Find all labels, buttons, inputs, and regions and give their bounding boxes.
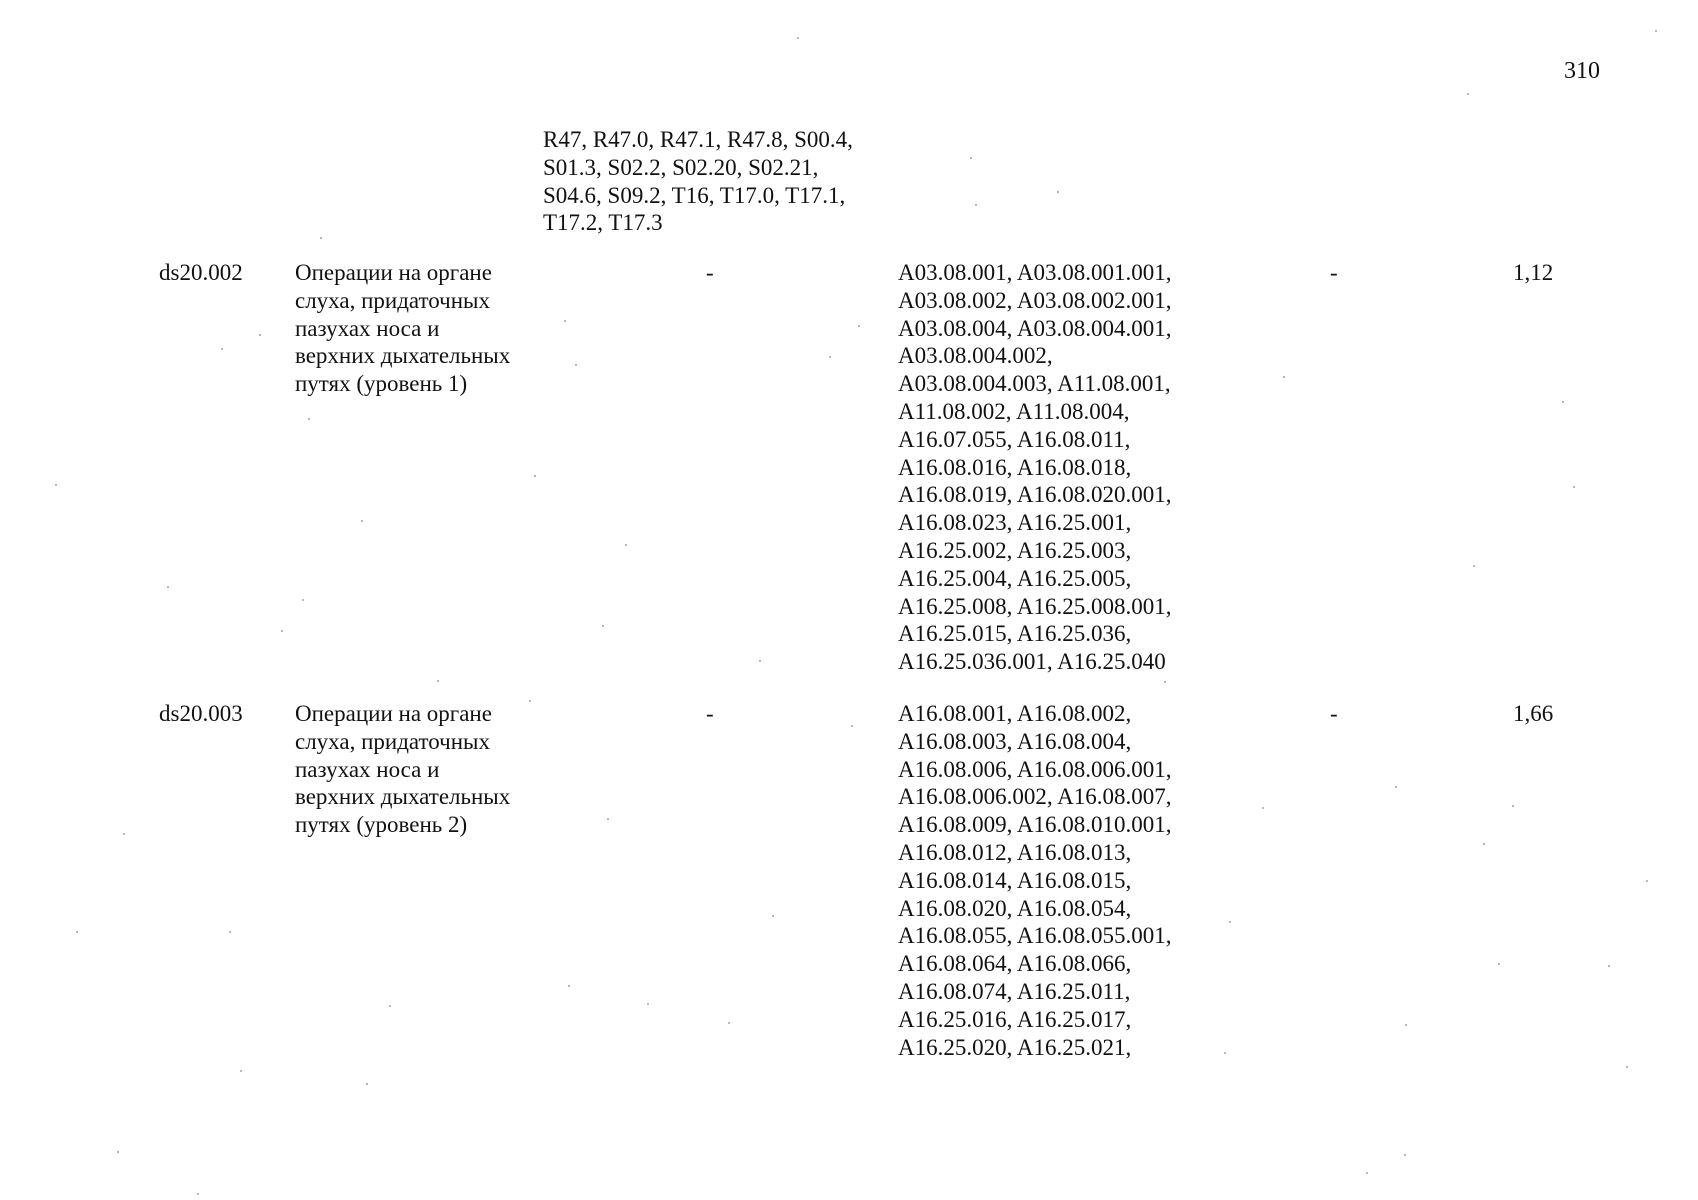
scan-speck	[607, 818, 609, 820]
scan-speck	[858, 325, 860, 327]
scan-speck	[259, 334, 261, 336]
scan-speck	[1224, 1052, 1226, 1054]
group-name: Операции на органе слуха, придаточных пазухах носа и верхних дыхательных путях (уровень 2)	[295, 701, 511, 838]
scan-speck	[1404, 1154, 1406, 1156]
service-codes: A16.08.001, A16.08.002, A16.08.003, A16.08.004, A16.08.006, A16.08.006.001, A16.08.006.002, A16.08.007, A16.08.009, A16.08.010.001, A16.08.012, A16.08.013, A16.08.014, A16.08.015, A16.08.020, A16.08.054, A16.08.055, A16.08.055.001, A16.08.064, A16.08.066, A16.08.074, A16.25.011, A16.25.016, A16.25.017, A16.25.020, A16.25.021,	[898, 701, 1172, 1060]
scan-speck	[1467, 93, 1469, 95]
scan-speck	[1626, 1066, 1628, 1068]
scan-speck	[1164, 681, 1166, 683]
scan-speck	[76, 931, 78, 933]
scan-speck	[829, 356, 831, 358]
diagnosis-codes: -	[706, 260, 714, 285]
scan-speck	[568, 985, 570, 987]
scan-speck	[851, 725, 853, 727]
scan-speck	[1573, 486, 1575, 488]
additional-criteria: -	[1330, 701, 1338, 726]
scan-speck	[1262, 807, 1264, 809]
scan-speck	[229, 931, 231, 933]
scan-speck	[123, 833, 125, 835]
scan-speck	[197, 1193, 199, 1195]
scan-speck	[1405, 1024, 1407, 1026]
scan-speck	[970, 157, 972, 159]
scan-speck	[308, 418, 310, 420]
group-name: Операции на органе слуха, придаточных пазухах носа и верхних дыхательных путях (уровень 1)	[295, 260, 511, 397]
scan-speck	[772, 915, 774, 917]
scan-speck	[221, 348, 223, 350]
page-number: 310	[1564, 58, 1600, 84]
scan-speck	[564, 320, 566, 322]
scan-speck	[1646, 880, 1648, 882]
scan-speck	[759, 660, 761, 662]
scan-speck	[1483, 843, 1485, 845]
scan-speck	[167, 586, 169, 588]
scan-speck	[1229, 921, 1231, 923]
cost-coefficient: 1,12	[1513, 260, 1554, 285]
scan-speck	[529, 700, 531, 702]
scan-speck	[625, 544, 627, 546]
scan-speck	[975, 204, 977, 206]
additional-criteria: -	[1330, 260, 1338, 285]
scan-speck	[1283, 376, 1285, 378]
scan-speck	[728, 1022, 730, 1024]
scan-speck	[1473, 565, 1475, 567]
scan-speck	[797, 37, 799, 39]
scan-speck	[389, 1005, 391, 1007]
group-code: ds20.003	[159, 701, 243, 726]
scan-speck	[1498, 963, 1500, 965]
diagnosis-codes: -	[706, 701, 714, 726]
scan-speck	[320, 237, 322, 239]
scan-speck	[1366, 1172, 1368, 1174]
scan-speck	[1608, 965, 1610, 967]
continued-diagnosis-codes: R47, R47.0, R47.1, R47.8, S00.4, S01.3, S02.2, S02.20, S02.21, S04.6, S09.2, T16, T17.0, T17.1, T17.2, T17.3	[543, 127, 853, 236]
service-codes: A03.08.001, A03.08.001.001, A03.08.002, A03.08.002.001, A03.08.004, A03.08.004.001, A03.08.004.002, A03.08.004.003, A11.08.001, A11.08.002, A11.08.004, A16.07.055, A16.08.011, A16.08.016, A16.08.018, A16.08.019, A16.08.020.001, A16.08.023, A16.25.001, A16.25.002, A16.25.003, A16.25.004, A16.25.005, A16.25.008, A16.25.008.001, A16.25.015, A16.25.036, A16.25.036.001, A16.25.040	[898, 260, 1172, 675]
scan-speck	[281, 630, 283, 632]
scan-speck	[302, 599, 304, 601]
scan-speck	[117, 1151, 119, 1153]
scan-speck	[1562, 401, 1564, 403]
group-code: ds20.002	[159, 260, 243, 285]
scan-speck	[55, 484, 57, 486]
scan-speck	[575, 364, 577, 366]
scan-speck	[1655, 30, 1657, 32]
scan-speck	[361, 520, 363, 522]
scan-speck	[1395, 786, 1397, 788]
scan-speck	[534, 475, 536, 477]
scan-speck	[647, 1003, 649, 1005]
scan-speck	[366, 1083, 368, 1085]
scan-speck	[1512, 805, 1514, 807]
scan-speck	[1057, 191, 1059, 193]
scan-speck	[437, 680, 439, 682]
cost-coefficient: 1,66	[1513, 701, 1554, 726]
scan-speck	[240, 1070, 242, 1072]
scan-speck	[602, 625, 604, 627]
